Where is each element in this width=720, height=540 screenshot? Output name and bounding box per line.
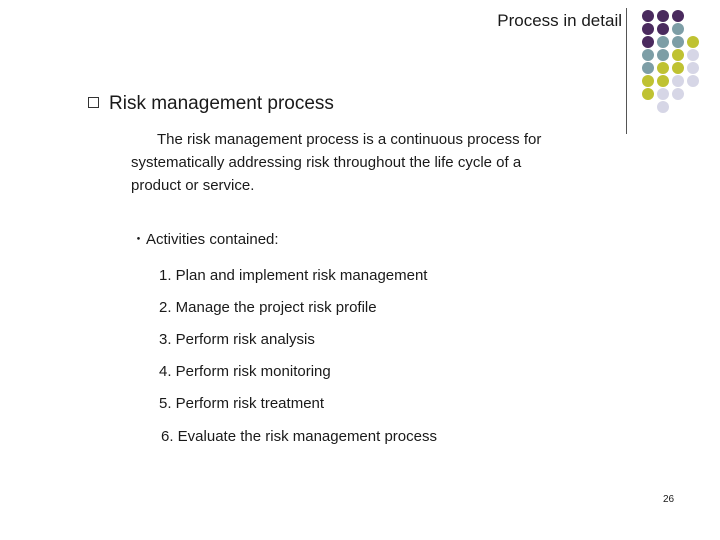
decorative-dot <box>672 88 684 100</box>
section-heading-text: Risk management process <box>109 93 334 114</box>
decorative-dot <box>687 49 699 61</box>
intro-paragraph <box>131 128 601 197</box>
decorative-dot <box>657 49 669 61</box>
decorative-dot <box>642 36 654 48</box>
activity-item-4: 4. Perform risk monitoring <box>159 363 331 380</box>
decorative-dot <box>672 36 684 48</box>
decorative-dot <box>672 75 684 87</box>
decorative-dot <box>672 62 684 74</box>
checkbox-bullet-icon <box>88 97 99 108</box>
decorative-dot <box>657 62 669 74</box>
activity-item-5: 5. Perform risk treatment <box>159 395 325 412</box>
section-heading <box>88 92 334 116</box>
title-divider <box>626 8 627 134</box>
decorative-dot <box>657 23 669 35</box>
activity-item-6: 6. Evaluate the risk management process <box>161 428 437 445</box>
activity-item-1: 1. Plan and implement risk management <box>159 267 428 284</box>
activity-item-2: 2. Manage the project risk profile <box>159 299 377 316</box>
decorative-dot <box>642 62 654 74</box>
decorative-dot <box>672 10 684 22</box>
page-number: 26 <box>663 494 675 505</box>
activities-label: ・Activities contained: <box>131 231 279 248</box>
decorative-dot <box>687 36 699 48</box>
decorative-dot <box>657 101 669 113</box>
decorative-dot <box>657 88 669 100</box>
decorative-dot <box>672 49 684 61</box>
decorative-dot <box>642 10 654 22</box>
decorative-dot-grid <box>640 10 720 120</box>
decorative-dot <box>657 10 669 22</box>
decorative-dot <box>657 75 669 87</box>
activity-item-3: 3. Perform risk analysis <box>159 331 315 348</box>
slide-title: Process in detail <box>497 11 622 30</box>
decorative-dot <box>687 62 699 74</box>
decorative-dot <box>642 49 654 61</box>
intro-line-2: systematically addressing risk throughout the life cycle of a <box>131 154 522 171</box>
decorative-dot <box>642 88 654 100</box>
intro-line-3: product or service. <box>131 177 255 194</box>
intro-line-1: The risk management process is a continuous process for <box>157 131 542 148</box>
decorative-dot <box>672 23 684 35</box>
decorative-dot <box>642 75 654 87</box>
decorative-dot <box>687 75 699 87</box>
decorative-dot <box>657 36 669 48</box>
decorative-dot <box>642 23 654 35</box>
